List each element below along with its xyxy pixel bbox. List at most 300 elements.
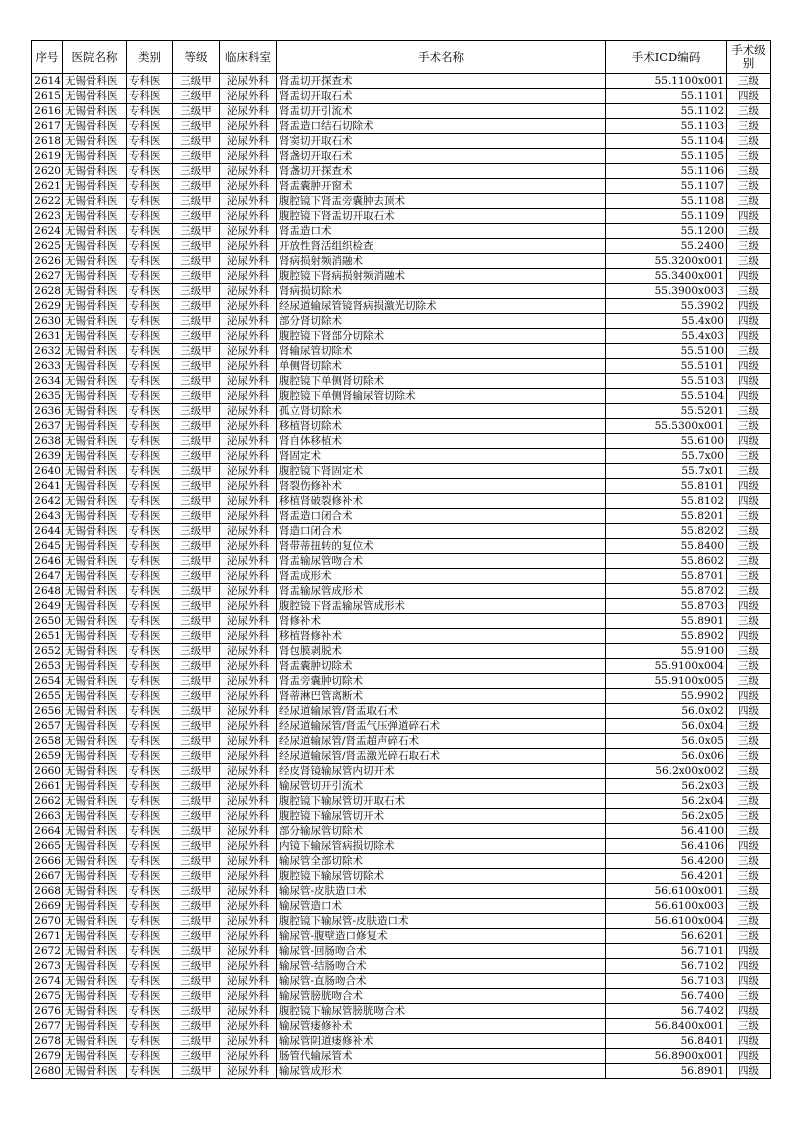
cell-level: 四级 (727, 959, 771, 974)
cell-hospital: 无锡骨科医 (63, 149, 127, 164)
cell-grade: 三级甲 (173, 824, 220, 839)
cell-department: 泌尿外科 (220, 119, 277, 134)
cell-surgery: 肾病损射频消融术 (277, 254, 606, 269)
cell-hospital: 无锡骨科医 (63, 824, 127, 839)
cell-seq: 2662 (32, 794, 63, 809)
cell-seq: 2675 (32, 989, 63, 1004)
cell-department: 泌尿外科 (220, 1034, 277, 1049)
cell-surgery: 经尿道输尿管/肾盂激光碎石取石术 (277, 749, 606, 764)
cell-category: 专科医 (127, 164, 173, 179)
cell-seq: 2668 (32, 884, 63, 899)
cell-level: 三级 (727, 134, 771, 149)
cell-seq: 2648 (32, 584, 63, 599)
cell-grade: 三级甲 (173, 209, 220, 224)
cell-icd: 55.9902 (606, 689, 727, 704)
cell-seq: 2635 (32, 389, 63, 404)
cell-category: 专科医 (127, 554, 173, 569)
cell-department: 泌尿外科 (220, 239, 277, 254)
cell-grade: 三级甲 (173, 494, 220, 509)
cell-hospital: 无锡骨科医 (63, 479, 127, 494)
cell-department: 泌尿外科 (220, 404, 277, 419)
cell-category: 专科医 (127, 794, 173, 809)
cell-seq: 2652 (32, 644, 63, 659)
cell-grade: 三级甲 (173, 464, 220, 479)
cell-surgery: 经皮肾镜输尿管内切开术 (277, 764, 606, 779)
table-row (32, 854, 771, 869)
cell-grade: 三级甲 (173, 344, 220, 359)
cell-icd: 55.8101 (606, 479, 727, 494)
cell-surgery: 输尿管-回肠吻合术 (277, 944, 606, 959)
cell-surgery: 腹腔镜下肾盂旁囊肿去顶术 (277, 194, 606, 209)
cell-level: 三级 (727, 149, 771, 164)
cell-icd: 55.5300x001 (606, 419, 727, 434)
cell-level: 三级 (727, 179, 771, 194)
cell-category: 专科医 (127, 344, 173, 359)
cell-seq: 2654 (32, 674, 63, 689)
cell-surgery: 肾包膜剥脱术 (277, 644, 606, 659)
cell-grade: 三级甲 (173, 104, 220, 119)
cell-surgery: 肾盂旁囊肿切除术 (277, 674, 606, 689)
cell-grade: 三级甲 (173, 584, 220, 599)
table-row (32, 149, 771, 164)
cell-hospital: 无锡骨科医 (63, 809, 127, 824)
cell-surgery: 腹腔镜下输尿管切除术 (277, 869, 606, 884)
cell-surgery: 肠管代输尿管术 (277, 1049, 606, 1064)
cell-seq: 2676 (32, 1004, 63, 1019)
cell-icd: 55.6100 (606, 434, 727, 449)
table-row (32, 689, 771, 704)
cell-category: 专科医 (127, 374, 173, 389)
cell-hospital: 无锡骨科医 (63, 239, 127, 254)
cell-surgery: 腹腔镜下肾盂切开取石术 (277, 209, 606, 224)
cell-icd: 55.3400x001 (606, 269, 727, 284)
cell-category: 专科医 (127, 539, 173, 554)
cell-icd: 55.1108 (606, 194, 727, 209)
cell-hospital: 无锡骨科医 (63, 1034, 127, 1049)
cell-grade: 三级甲 (173, 524, 220, 539)
cell-level: 三级 (727, 1019, 771, 1034)
cell-hospital: 无锡骨科医 (63, 329, 127, 344)
header-icd: 手术ICD编码 (606, 41, 727, 74)
table-row (32, 509, 771, 524)
cell-surgery: 开放性肾活组织检查 (277, 239, 606, 254)
cell-hospital: 无锡骨科医 (63, 119, 127, 134)
cell-hospital: 无锡骨科医 (63, 884, 127, 899)
cell-level: 三级 (727, 164, 771, 179)
cell-hospital: 无锡骨科医 (63, 419, 127, 434)
cell-icd: 55.3902 (606, 299, 727, 314)
cell-level: 四级 (727, 374, 771, 389)
cell-icd: 56.7101 (606, 944, 727, 959)
cell-surgery: 部分输尿管切除术 (277, 824, 606, 839)
cell-surgery: 腹腔镜下单侧肾输尿管切除术 (277, 389, 606, 404)
cell-surgery: 肾盏切开探查术 (277, 164, 606, 179)
header-level: 手术级别 (727, 41, 771, 74)
cell-icd: 56.2x04 (606, 794, 727, 809)
cell-seq: 2644 (32, 524, 63, 539)
cell-surgery: 腹腔镜下肾病损射频消融术 (277, 269, 606, 284)
cell-level: 三级 (727, 74, 771, 89)
cell-level: 四级 (727, 89, 771, 104)
cell-department: 泌尿外科 (220, 839, 277, 854)
cell-icd: 56.0x06 (606, 749, 727, 764)
cell-icd: 56.8401 (606, 1034, 727, 1049)
cell-grade: 三级甲 (173, 554, 220, 569)
cell-grade: 三级甲 (173, 449, 220, 464)
cell-grade: 三级甲 (173, 539, 220, 554)
cell-grade: 三级甲 (173, 359, 220, 374)
cell-seq: 2630 (32, 314, 63, 329)
cell-department: 泌尿外科 (220, 869, 277, 884)
cell-icd: 56.7103 (606, 974, 727, 989)
cell-icd: 55.3900x003 (606, 284, 727, 299)
cell-category: 专科医 (127, 749, 173, 764)
cell-seq: 2628 (32, 284, 63, 299)
cell-hospital: 无锡骨科医 (63, 719, 127, 734)
cell-department: 泌尿外科 (220, 179, 277, 194)
cell-department: 泌尿外科 (220, 74, 277, 89)
cell-seq: 2663 (32, 809, 63, 824)
cell-level: 三级 (727, 119, 771, 134)
cell-grade: 三级甲 (173, 749, 220, 764)
cell-hospital: 无锡骨科医 (63, 539, 127, 554)
cell-hospital: 无锡骨科医 (63, 1064, 127, 1079)
cell-surgery: 经尿道输尿管/肾盂气压弹道碎石术 (277, 719, 606, 734)
cell-seq: 2641 (32, 479, 63, 494)
cell-surgery: 肾造口闭合术 (277, 524, 606, 539)
cell-icd: 55.5100 (606, 344, 727, 359)
cell-grade: 三级甲 (173, 689, 220, 704)
cell-category: 专科医 (127, 884, 173, 899)
cell-hospital: 无锡骨科医 (63, 134, 127, 149)
cell-surgery: 输尿管阴道瘘修补术 (277, 1034, 606, 1049)
cell-grade: 三级甲 (173, 1049, 220, 1064)
cell-category: 专科医 (127, 914, 173, 929)
cell-department: 泌尿外科 (220, 734, 277, 749)
cell-category: 专科医 (127, 839, 173, 854)
cell-department: 泌尿外科 (220, 884, 277, 899)
cell-icd: 55.7x00 (606, 449, 727, 464)
cell-icd: 55.7x01 (606, 464, 727, 479)
table-row (32, 944, 771, 959)
cell-hospital: 无锡骨科医 (63, 494, 127, 509)
cell-icd: 56.2x05 (606, 809, 727, 824)
cell-surgery: 肾盂造口术 (277, 224, 606, 239)
cell-category: 专科医 (127, 1049, 173, 1064)
cell-level: 三级 (727, 779, 771, 794)
cell-icd: 55.9100 (606, 644, 727, 659)
cell-hospital: 无锡骨科医 (63, 749, 127, 764)
cell-hospital: 无锡骨科医 (63, 74, 127, 89)
cell-grade: 三级甲 (173, 269, 220, 284)
cell-department: 泌尿外科 (220, 554, 277, 569)
cell-level: 四级 (727, 299, 771, 314)
cell-category: 专科医 (127, 944, 173, 959)
cell-surgery: 肾自体移植术 (277, 434, 606, 449)
cell-category: 专科医 (127, 89, 173, 104)
table-row (32, 1019, 771, 1034)
table-row (32, 1064, 771, 1079)
cell-grade: 三级甲 (173, 629, 220, 644)
cell-category: 专科医 (127, 134, 173, 149)
cell-surgery: 肾盂成形术 (277, 569, 606, 584)
cell-grade: 三级甲 (173, 659, 220, 674)
cell-grade: 三级甲 (173, 734, 220, 749)
cell-department: 泌尿外科 (220, 539, 277, 554)
cell-category: 专科医 (127, 359, 173, 374)
cell-level: 三级 (727, 449, 771, 464)
cell-surgery: 经尿道输尿管镜肾病损激光切除术 (277, 299, 606, 314)
cell-level: 四级 (727, 1064, 771, 1079)
cell-level: 三级 (727, 254, 771, 269)
cell-hospital: 无锡骨科医 (63, 614, 127, 629)
cell-icd: 55.1109 (606, 209, 727, 224)
cell-hospital: 无锡骨科医 (63, 509, 127, 524)
cell-seq: 2647 (32, 569, 63, 584)
cell-grade: 三级甲 (173, 869, 220, 884)
cell-icd: 56.6201 (606, 929, 727, 944)
cell-surgery: 输尿管瘘修补术 (277, 1019, 606, 1034)
cell-icd: 56.0x05 (606, 734, 727, 749)
cell-grade: 三级甲 (173, 1019, 220, 1034)
cell-category: 专科医 (127, 719, 173, 734)
cell-grade: 三级甲 (173, 764, 220, 779)
table-row (32, 134, 771, 149)
cell-category: 专科医 (127, 569, 173, 584)
table-row (32, 479, 771, 494)
cell-grade: 三级甲 (173, 1034, 220, 1049)
cell-surgery: 输尿管切开引流术 (277, 779, 606, 794)
table-row (32, 194, 771, 209)
cell-department: 泌尿外科 (220, 374, 277, 389)
cell-category: 专科医 (127, 734, 173, 749)
cell-hospital: 无锡骨科医 (63, 284, 127, 299)
cell-category: 专科医 (127, 194, 173, 209)
table-row (32, 779, 771, 794)
cell-category: 专科医 (127, 509, 173, 524)
cell-icd: 56.0x02 (606, 704, 727, 719)
cell-level: 三级 (727, 989, 771, 1004)
cell-icd: 56.4200 (606, 854, 727, 869)
cell-hospital: 无锡骨科医 (63, 314, 127, 329)
cell-grade: 三级甲 (173, 854, 220, 869)
table-row (32, 299, 771, 314)
cell-seq: 2643 (32, 509, 63, 524)
cell-hospital: 无锡骨科医 (63, 779, 127, 794)
table-row (32, 674, 771, 689)
table-row (32, 434, 771, 449)
cell-category: 专科医 (127, 809, 173, 824)
table-row (32, 704, 771, 719)
cell-level: 三级 (727, 734, 771, 749)
cell-department: 泌尿外科 (220, 944, 277, 959)
cell-grade: 三级甲 (173, 194, 220, 209)
cell-category: 专科医 (127, 269, 173, 284)
cell-hospital: 无锡骨科医 (63, 1049, 127, 1064)
cell-surgery: 肾盂造口结石切除术 (277, 119, 606, 134)
cell-seq: 2633 (32, 359, 63, 374)
cell-hospital: 无锡骨科医 (63, 194, 127, 209)
table-row (32, 74, 771, 89)
cell-category: 专科医 (127, 449, 173, 464)
cell-grade: 三级甲 (173, 779, 220, 794)
cell-icd: 56.2x00x002 (606, 764, 727, 779)
cell-department: 泌尿外科 (220, 284, 277, 299)
cell-level: 三级 (727, 239, 771, 254)
cell-level: 三级 (727, 104, 771, 119)
cell-category: 专科医 (127, 959, 173, 974)
cell-category: 专科医 (127, 104, 173, 119)
cell-hospital: 无锡骨科医 (63, 644, 127, 659)
cell-seq: 2667 (32, 869, 63, 884)
cell-category: 专科医 (127, 704, 173, 719)
cell-level: 三级 (727, 929, 771, 944)
cell-department: 泌尿外科 (220, 749, 277, 764)
table-header-row (32, 41, 771, 74)
cell-surgery: 腹腔镜下输尿管切开术 (277, 809, 606, 824)
cell-hospital: 无锡骨科医 (63, 1004, 127, 1019)
cell-department: 泌尿外科 (220, 989, 277, 1004)
table-row (32, 104, 771, 119)
cell-grade: 三级甲 (173, 389, 220, 404)
cell-surgery: 腹腔镜下肾部分切除术 (277, 329, 606, 344)
cell-level: 三级 (727, 224, 771, 239)
cell-surgery: 肾固定术 (277, 449, 606, 464)
cell-icd: 55.1105 (606, 149, 727, 164)
cell-grade: 三级甲 (173, 374, 220, 389)
cell-department: 泌尿外科 (220, 704, 277, 719)
cell-seq: 2650 (32, 614, 63, 629)
cell-surgery: 肾盂造口闭合术 (277, 509, 606, 524)
cell-department: 泌尿外科 (220, 359, 277, 374)
cell-seq: 2624 (32, 224, 63, 239)
cell-level: 三级 (727, 404, 771, 419)
cell-surgery: 输尿管全部切除术 (277, 854, 606, 869)
cell-department: 泌尿外科 (220, 329, 277, 344)
table-row (32, 1049, 771, 1064)
cell-level: 四级 (727, 269, 771, 284)
table-row (32, 419, 771, 434)
cell-category: 专科医 (127, 599, 173, 614)
table-row (32, 284, 771, 299)
cell-grade: 三级甲 (173, 884, 220, 899)
cell-icd: 55.3200x001 (606, 254, 727, 269)
header-surgery: 手术名称 (277, 41, 606, 74)
cell-icd: 56.8901 (606, 1064, 727, 1079)
cell-seq: 2673 (32, 959, 63, 974)
table-row (32, 404, 771, 419)
cell-category: 专科医 (127, 584, 173, 599)
cell-seq: 2622 (32, 194, 63, 209)
cell-surgery: 肾盂输尿管成形术 (277, 584, 606, 599)
cell-category: 专科医 (127, 974, 173, 989)
cell-category: 专科医 (127, 659, 173, 674)
cell-seq: 2659 (32, 749, 63, 764)
cell-seq: 2658 (32, 734, 63, 749)
table-row (32, 659, 771, 674)
cell-category: 专科医 (127, 629, 173, 644)
cell-icd: 55.8901 (606, 614, 727, 629)
cell-icd: 55.1101 (606, 89, 727, 104)
cell-surgery: 肾盂囊肿切除术 (277, 659, 606, 674)
cell-department: 泌尿外科 (220, 644, 277, 659)
header-category: 类别 (127, 41, 173, 74)
table-row (32, 119, 771, 134)
table-row (32, 629, 771, 644)
cell-department: 泌尿外科 (220, 1004, 277, 1019)
cell-surgery: 肾盂切开取石术 (277, 89, 606, 104)
cell-grade: 三级甲 (173, 809, 220, 824)
cell-icd: 56.6100x003 (606, 899, 727, 914)
cell-department: 泌尿外科 (220, 449, 277, 464)
table-row (32, 764, 771, 779)
cell-seq: 2653 (32, 659, 63, 674)
cell-category: 专科医 (127, 824, 173, 839)
cell-icd: 55.1106 (606, 164, 727, 179)
table-row (32, 389, 771, 404)
cell-icd: 55.4x03 (606, 329, 727, 344)
cell-department: 泌尿外科 (220, 779, 277, 794)
cell-level: 三级 (727, 764, 771, 779)
cell-grade: 三级甲 (173, 149, 220, 164)
cell-seq: 2618 (32, 134, 63, 149)
header-grade: 等级 (173, 41, 220, 74)
cell-grade: 三级甲 (173, 284, 220, 299)
cell-seq: 2617 (32, 119, 63, 134)
cell-level: 三级 (727, 644, 771, 659)
cell-icd: 55.8400 (606, 539, 727, 554)
cell-surgery: 肾盏切开取石术 (277, 149, 606, 164)
cell-seq: 2625 (32, 239, 63, 254)
cell-hospital: 无锡骨科医 (63, 989, 127, 1004)
cell-surgery: 输尿管造口术 (277, 899, 606, 914)
cell-surgery: 肾裂伤修补术 (277, 479, 606, 494)
table-row (32, 884, 771, 899)
cell-department: 泌尿外科 (220, 719, 277, 734)
cell-icd: 55.8702 (606, 584, 727, 599)
cell-level: 三级 (727, 524, 771, 539)
cell-level: 三级 (727, 464, 771, 479)
cell-seq: 2632 (32, 344, 63, 359)
cell-grade: 三级甲 (173, 434, 220, 449)
cell-grade: 三级甲 (173, 569, 220, 584)
cell-hospital: 无锡骨科医 (63, 404, 127, 419)
table-row (32, 359, 771, 374)
cell-seq: 2645 (32, 539, 63, 554)
cell-grade: 三级甲 (173, 929, 220, 944)
cell-icd: 55.9100x004 (606, 659, 727, 674)
table-row (32, 179, 771, 194)
cell-category: 专科医 (127, 179, 173, 194)
cell-hospital: 无锡骨科医 (63, 389, 127, 404)
table-row (32, 839, 771, 854)
cell-surgery: 输尿管-腹壁造口修复术 (277, 929, 606, 944)
cell-level: 四级 (727, 599, 771, 614)
cell-department: 泌尿外科 (220, 824, 277, 839)
cell-level: 三级 (727, 194, 771, 209)
cell-category: 专科医 (127, 464, 173, 479)
cell-level: 四级 (727, 1034, 771, 1049)
cell-seq: 2651 (32, 629, 63, 644)
cell-level: 三级 (727, 809, 771, 824)
cell-seq: 2680 (32, 1064, 63, 1079)
cell-department: 泌尿外科 (220, 689, 277, 704)
cell-level: 三级 (727, 824, 771, 839)
cell-seq: 2636 (32, 404, 63, 419)
cell-level: 四级 (727, 839, 771, 854)
cell-icd: 56.4106 (606, 839, 727, 854)
cell-department: 泌尿外科 (220, 434, 277, 449)
